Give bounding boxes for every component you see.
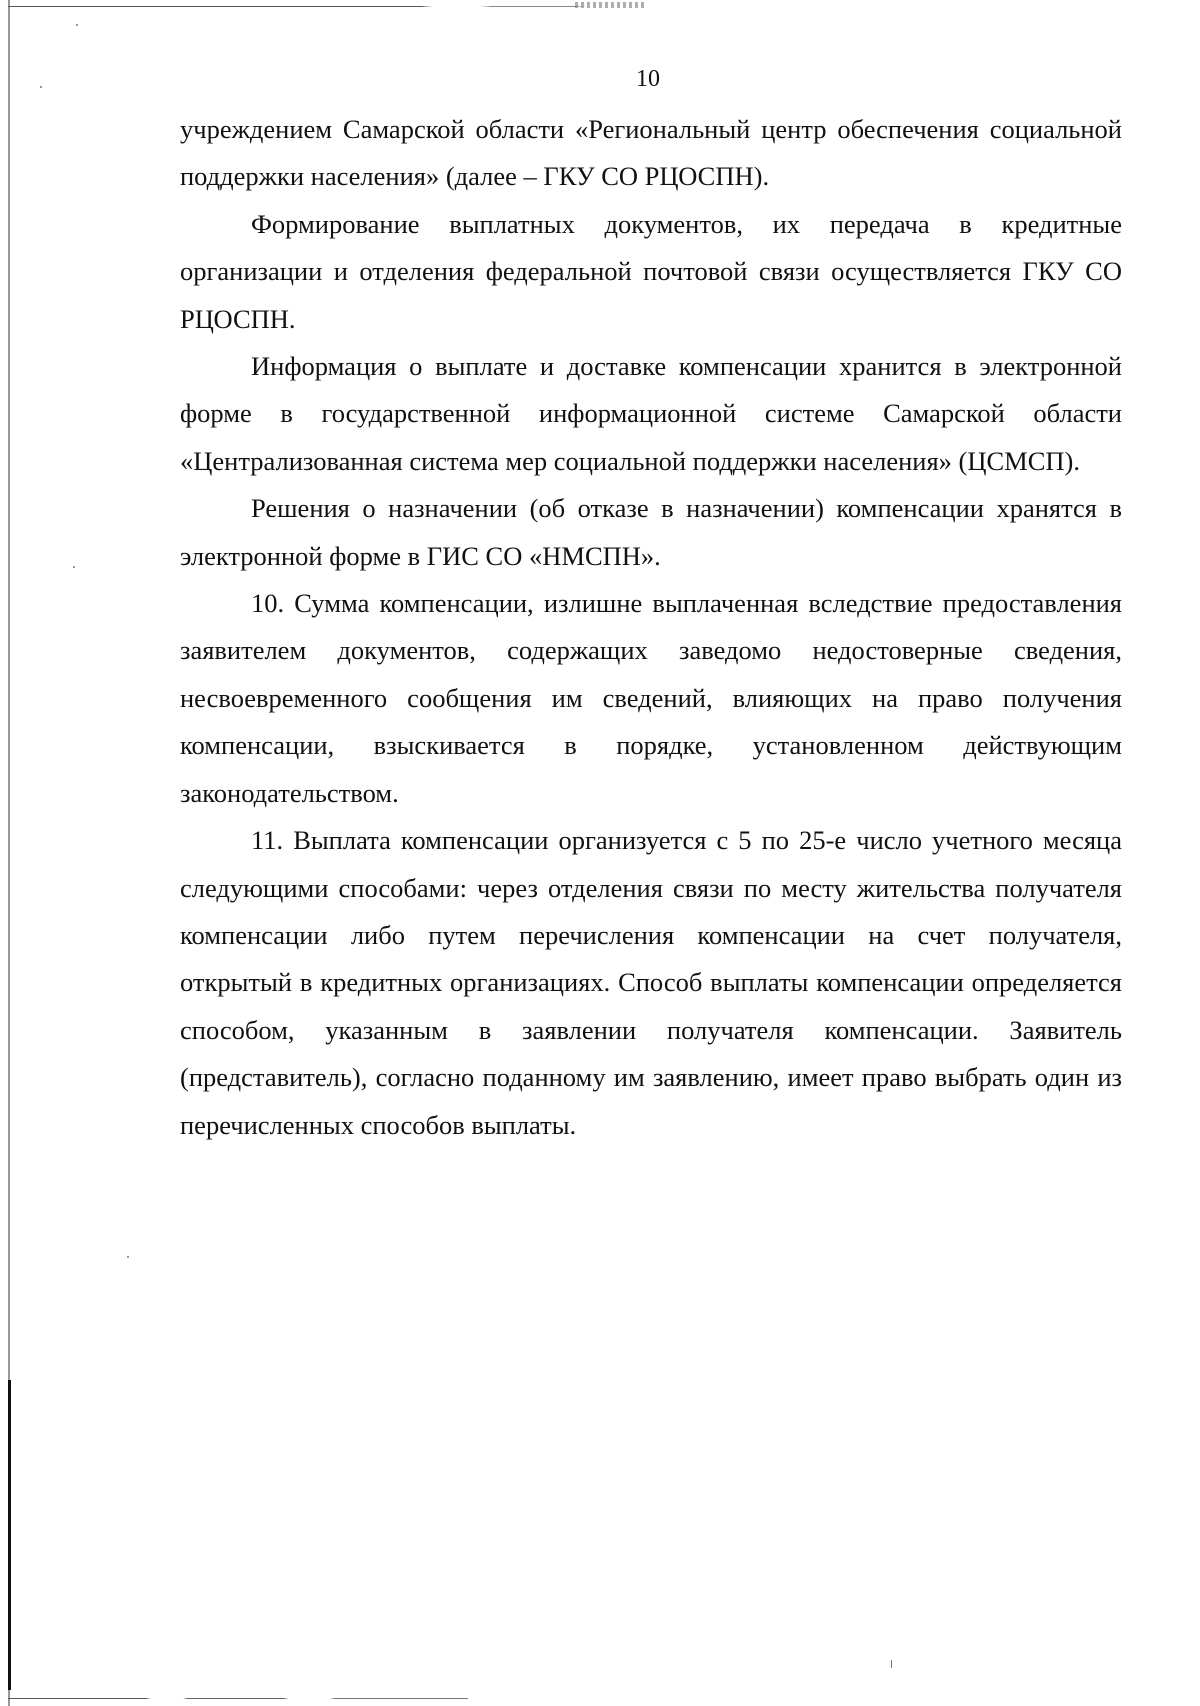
scan-smudge xyxy=(575,2,645,8)
paragraph-clause-11: 11. Выплата компенсации организуется с 5 по 25-е число учетного месяца следующими способами: через отделения связи по месту жительства получателя компенсации либо путем перечисления компенсации на счет получателя, открытый в кредитных организациях. Способ выплаты компенсации определяется способом, указанным в заявлении получателя компенсации. Заявитель (представитель), согласно поданному им заявлению, имеет право выбрать один из перечисленных способов выплаты. xyxy=(180,825,1122,1140)
scan-speck xyxy=(891,1660,892,1668)
paragraph-payment-documents: Формирование выплатных документов, их передача в кредитные организации и отделения федеральной почтовой связи осуществляется ГКУ СО РЦОСПН. xyxy=(180,208,1122,334)
scan-edge-left-shadow xyxy=(8,1380,11,1690)
scan-speck xyxy=(73,566,75,568)
page-number: 10 xyxy=(636,66,660,92)
scan-speck xyxy=(76,24,78,26)
scan-speck xyxy=(127,1256,129,1258)
document-body xyxy=(180,106,1122,1149)
paragraph-clause-10: 10. Сумма компенсации, излишне выплаченная вследствие предоставления заявителем документов, содержащих заведомо недостоверные сведения, несвоевременного сообщения им сведений, влияющих на право получения компенсации, взыскивается в порядке, установленном действующим законодательством. xyxy=(180,588,1122,808)
paragraph-continuation: учреждением Самарской области «Региональный центр обеспечения социальной поддержки населения» (далее – ГКУ СО РЦОСПН). xyxy=(180,114,1122,192)
paragraph-decisions-storage: Решения о назначении (об отказе в назначении) компенсации хранятся в электронной форме в ГИС СО «НМСПН». xyxy=(180,493,1122,571)
scan-edge-bottom xyxy=(8,1698,468,1699)
paragraph-information-storage: Информация о выплате и доставке компенсации хранится в электронной форме в государственной информационной системе Самарской области «Централизованная система мер социальной поддержки населения» (ЦСМСП). xyxy=(180,351,1122,476)
